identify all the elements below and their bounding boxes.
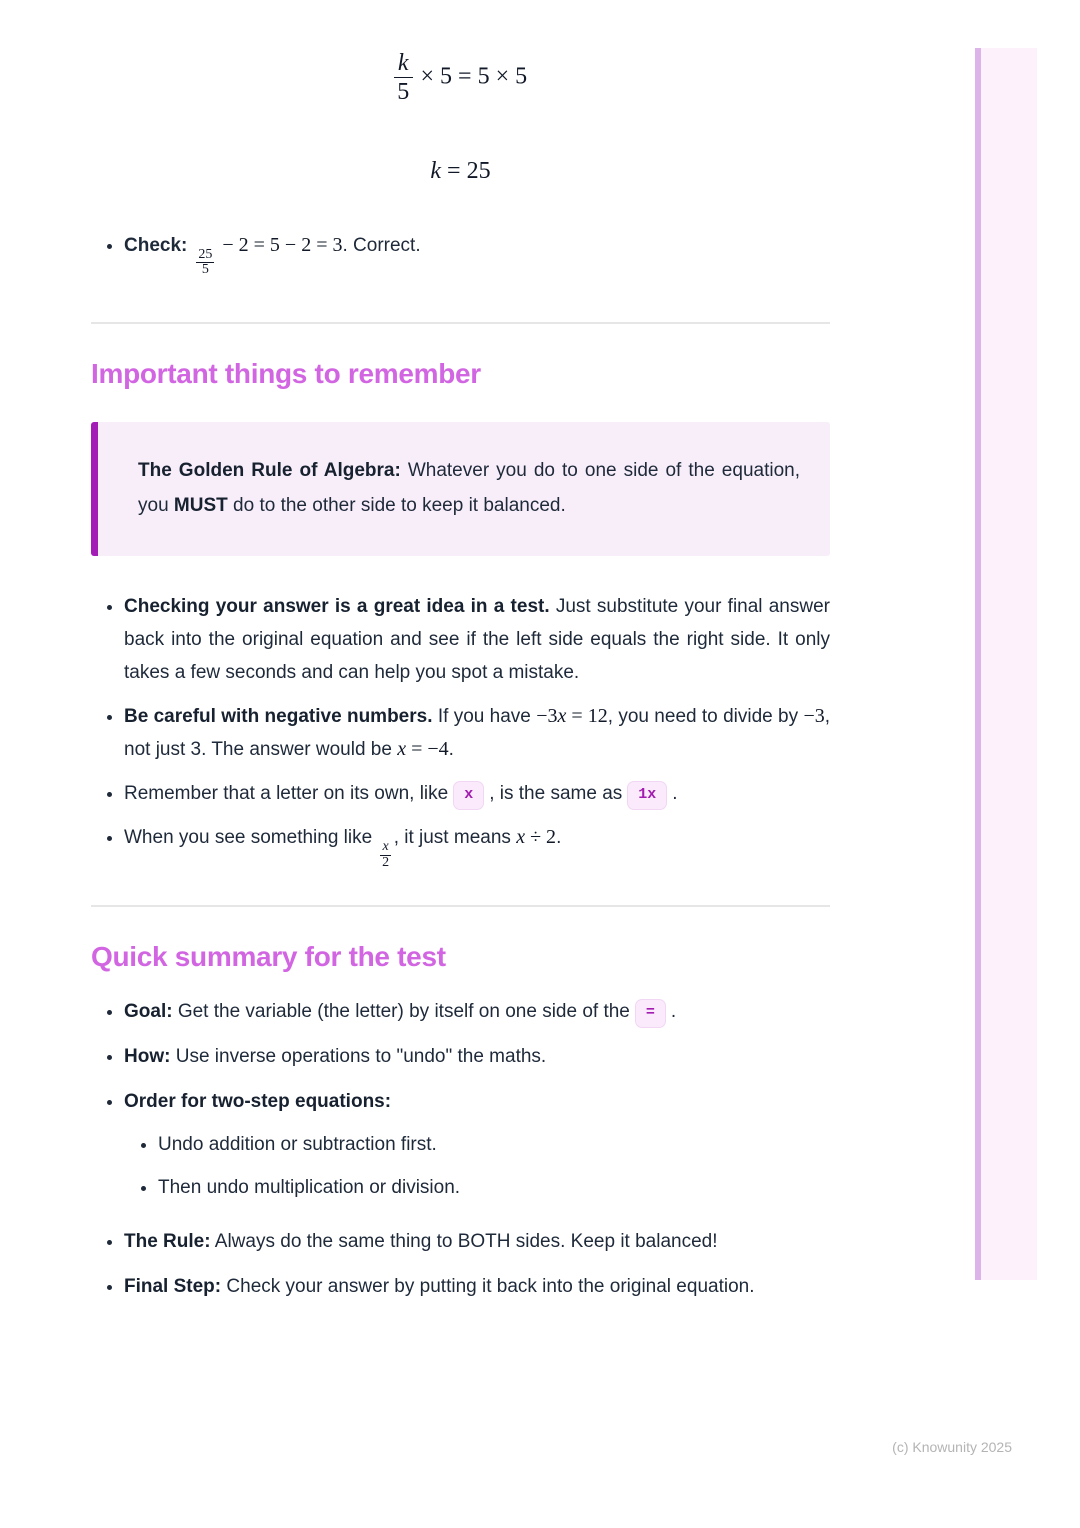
tip-bold: Checking your answer is a great idea in a test. <box>124 596 550 618</box>
equation-line-2 <box>91 158 830 185</box>
tip-bullet-negatives <box>124 700 830 766</box>
fraction-x-over-2: $\frac{x}{2}$ <box>382 839 390 870</box>
tip-bullet-fraction <box>124 821 830 870</box>
fraction-k-over-5 <box>394 50 413 106</box>
tip-text: , is the same as <box>489 783 623 805</box>
math-inline: x ÷ 2 <box>516 826 557 849</box>
important-tips-list <box>91 590 830 870</box>
section-heading-summary: Quick summary for the test <box>91 940 446 972</box>
code-chip-equals: = <box>635 999 666 1028</box>
summary-text: . <box>670 1000 677 1022</box>
callout-text-1: Whatever you do to one side of the equation, you <box>138 460 800 517</box>
tip-text: If you have <box>432 706 537 728</box>
tip-text: Remember that a letter on its own, like <box>124 783 449 805</box>
copyright-notice: (c) Knowunity 2025 <box>892 1439 1012 1455</box>
equation-line-1 <box>91 50 830 106</box>
tip-text: . <box>556 827 562 849</box>
summary-text: Get the variable (the letter) by itself on one side of the <box>172 1000 630 1022</box>
summary-bold: Goal: <box>124 1000 173 1022</box>
check-list <box>91 229 830 278</box>
tip-bullet-checking <box>124 590 830 689</box>
section-divider <box>91 905 830 907</box>
tip-text: . <box>448 739 454 761</box>
summary-bold: How: <box>124 1045 171 1067</box>
fraction-numerator: k <box>394 50 413 78</box>
order-step-2 <box>158 1171 830 1204</box>
math-inline: −3x = 12 <box>536 705 608 728</box>
check-tail: . Correct. <box>342 234 421 256</box>
fraction-denominator: 5 <box>201 262 209 278</box>
equation-rhs: × 5 = 5 × 5 <box>420 63 528 90</box>
summary-bold: Order for two-step equations: <box>124 1090 392 1112</box>
section-heading-important: Important things to remember <box>91 358 481 390</box>
summary-bullet-order <box>124 1085 830 1204</box>
callout-text-2: do to the other side to keep it balanced. <box>227 495 566 517</box>
equation-result: = 25 <box>441 157 491 184</box>
fraction-denominator: 5 <box>397 79 410 106</box>
page-scrollbar-decoration[interactable] <box>975 48 1037 1280</box>
check-bullet <box>124 229 830 278</box>
summary-bold: Final Step: <box>124 1275 222 1297</box>
callout-bold-must: MUST <box>173 495 228 517</box>
math-inline: x = −4 <box>397 738 449 761</box>
order-steps-list <box>124 1128 830 1204</box>
summary-text: Check your answer by putting it back into the original equation. <box>221 1275 755 1297</box>
tip-bold: Be careful with negative numbers. <box>124 706 433 728</box>
summary-bullet-final <box>124 1270 830 1303</box>
tip-bullet-letter <box>124 777 830 810</box>
summary-bullet-goal <box>124 995 830 1028</box>
code-chip-x: x <box>453 781 484 810</box>
code-chip-1x: 1x <box>627 781 667 810</box>
fraction-numerator: 25 <box>198 246 213 262</box>
tip-text: When you see something like <box>124 827 378 849</box>
summary-list <box>91 995 830 1303</box>
tip-text: , not just 3. The answer would be <box>124 706 830 761</box>
order-step-text: Then undo multiplication or division. <box>158 1176 461 1198</box>
golden-rule-callout <box>91 422 830 556</box>
summary-bullet-how <box>124 1040 830 1073</box>
callout-bold-lead: The Golden Rule of Algebra: <box>138 460 401 482</box>
check-math: − 2 = 5 − 2 = 3 <box>217 233 343 256</box>
order-step-text: Undo addition or subtraction first. <box>158 1133 437 1155</box>
summary-bullet-rule <box>124 1225 830 1258</box>
equation-variable: k <box>430 157 442 184</box>
order-step-1 <box>158 1128 830 1161</box>
math-inline: −3 <box>803 705 825 728</box>
summary-text: Always do the same thing to BOTH sides. Keep it balanced! <box>210 1230 718 1252</box>
tip-text: , you need to divide by <box>607 706 804 728</box>
section-divider <box>91 322 830 324</box>
tip-text: Just substitute your final answer back into the original equation and see if the left side equals the right side. It only takes a few seconds and can help you spot a mistake. <box>124 596 830 684</box>
fraction-25-over-5 <box>196 248 214 278</box>
tip-text: , it just means <box>393 827 517 849</box>
tip-text: . <box>672 783 678 805</box>
check-label: Check: <box>124 234 188 256</box>
summary-bold: The Rule: <box>124 1230 211 1252</box>
document-content <box>91 0 830 1303</box>
summary-text: Use inverse operations to "undo" the maths. <box>170 1045 547 1067</box>
